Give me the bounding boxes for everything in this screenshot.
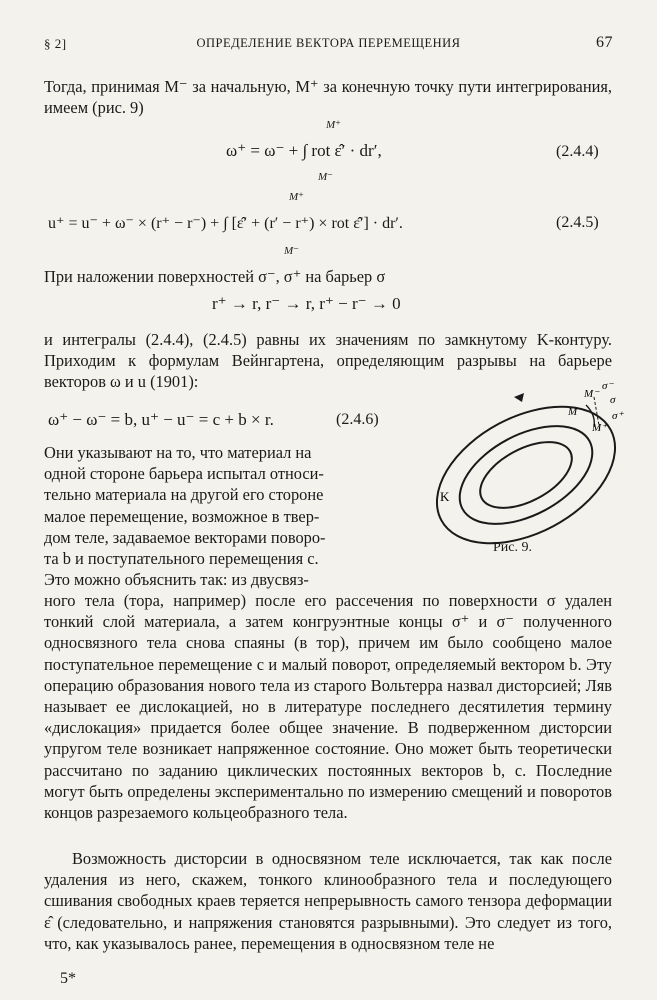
label-sigma-plus: σ⁺ bbox=[612, 410, 624, 422]
eq2-body: u⁺ = u⁻ + ω⁻ × (r⁺ − r⁻) + ∫ [ε̂′ + (r′ − r⁺) × rot ε̂′] · dr′. bbox=[48, 215, 403, 232]
label-k: K bbox=[440, 489, 450, 504]
outer-contour bbox=[418, 379, 628, 565]
eq1-number: (2.4.4) bbox=[556, 143, 599, 160]
wrap-line: малое перемещение, возможное в твер- bbox=[44, 506, 320, 526]
paragraph-weingarten: и интегралы (2.4.4), (2.4.5) равны их значениям по замкнутому K-контуру. Приходим к формулам Вейнгартена, определяющим разрывы на барьере векторов ω и u (1901): bbox=[44, 330, 612, 392]
eq2-number: (2.4.5) bbox=[556, 214, 599, 231]
wrap-line: та b и поступательного перемещения c. bbox=[44, 549, 319, 569]
eq4-number: (2.4.6) bbox=[336, 411, 379, 428]
running-header bbox=[44, 36, 613, 56]
eq2-lower-limit: M⁻ bbox=[284, 245, 299, 257]
eq2-upper-limit: M⁺ bbox=[289, 191, 304, 203]
wrap-line: тельно материала на другой его стороне bbox=[44, 485, 324, 505]
direction-arrow-icon bbox=[514, 393, 524, 402]
wrap-line: Это можно объяснить так: из двусвяз- bbox=[44, 570, 309, 590]
wrap-line: дом теле, задаваемое векторами поворо- bbox=[44, 527, 326, 547]
wrap-line: одной стороне барьера испытал относи- bbox=[44, 464, 324, 484]
paragraph-distortion: ного тела (тора, например) после его рассечения по поверхности σ удален тонкий слой материала, а затем конгруэнтные концы σ⁺ и σ⁻ полученного односвязного тела снова спаяны (в тор), причем им было сообщено малое поступательное перемещение c и малый поворот, определяемый вектором b. Эту операцию образования нового тела из старого Вольтерра назвал дисторсией; Ляв называет ее дислокацией, но в литературе последнего десятилетия термину «дислокация» придается более общее значение. В подверженном дисторсии упругом теле возникает напряженное состояние. Оно может быть теоретически рассчитано по заданию циклических постоянных векторов b, c. Последние могут быть определены экспериментально по измерению смещений и поворотов концов разрезаемого кольцеобразного тела. bbox=[44, 591, 612, 823]
equation-limits: r⁺ → r, r⁻ → r, r⁺ − r⁻ → 0 bbox=[212, 294, 401, 313]
paragraph-barrier: При наложении поверхностей σ⁻, σ⁺ на барьер σ bbox=[44, 267, 386, 286]
paragraph-wrapped bbox=[44, 442, 410, 590]
page-number: 67 bbox=[596, 34, 613, 51]
label-m-minus: M⁻ bbox=[584, 388, 599, 400]
paragraph-simply-connected: Возможность дисторсии в односвязном теле исключается, так как после удаления из него, скажем, тонкого клинообразного тела и последующего сшивания свободных краев теряется непрерывность самого тензора деформации ε̂ (следовательно, и напряжения становятся разрывными). Это следует из того, что, как указывалось ранее, перемещения в односвязном теле не bbox=[44, 849, 612, 953]
label-m: M bbox=[568, 406, 578, 418]
eq4-body: ω⁺ − ω⁻ = b, u⁺ − u⁻ = c + b × r. bbox=[48, 410, 274, 429]
section-marker: § 2] bbox=[44, 36, 67, 51]
wrap-line: Они указывают на то, что материал на bbox=[44, 443, 312, 462]
eq1-upper-limit: M⁺ bbox=[326, 119, 341, 131]
signature-mark: 5* bbox=[60, 970, 76, 987]
figure-9-torus-diagram bbox=[418, 375, 628, 565]
paragraph-intro: Тогда, принимая M⁻ за начальную, M⁺ за конечную точку пути интегрирования, имеем (рис. 9) bbox=[44, 77, 612, 118]
label-m-plus: M⁺ bbox=[592, 422, 607, 434]
eq1-body: ω⁺ = ω⁻ + ∫ rot ε̂′ · dr′, bbox=[226, 141, 382, 160]
running-title: ОПРЕДЕЛЕНИЕ ВЕКТОРА ПЕРЕМЕЩЕНИЯ bbox=[196, 36, 461, 50]
inner-contour bbox=[470, 429, 583, 522]
label-sigma: σ bbox=[610, 394, 616, 406]
figure-caption: Рис. 9. bbox=[493, 540, 532, 555]
eq1-lower-limit: M⁻ bbox=[318, 171, 333, 183]
middle-contour-k bbox=[444, 406, 609, 544]
label-sigma-minus: σ⁻ bbox=[602, 380, 614, 392]
